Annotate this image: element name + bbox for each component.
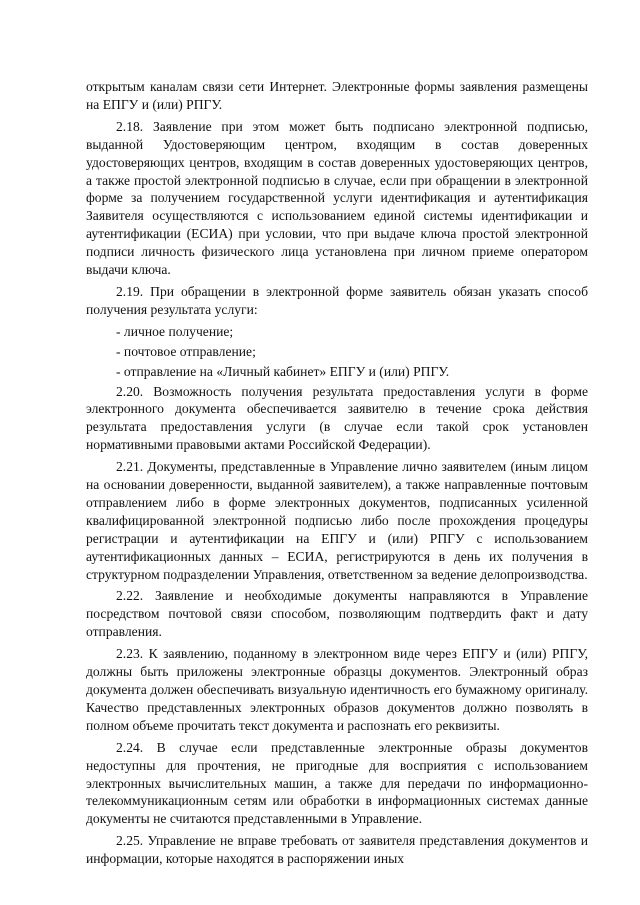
paragraph-intro: открытым каналам связи сети Интернет. Электронные формы заявления размещены на ЕПГУ и (или) РПГУ. bbox=[86, 79, 588, 112]
list-item-personal: - личное получение; bbox=[116, 323, 234, 339]
paragraph-2-24: 2.24. В случае если представленные электронные образы документов недоступны для прочтения, не пригодные для восприятия с использованием электронных вычислительных машин, а также для передачи по информационно-телекоммуникационным сетям или обработки в информационных системах данные документы не считаются представленными в Управление. bbox=[86, 739, 588, 827]
list-item-postal: - почтовое отправление; bbox=[116, 343, 256, 359]
paragraph-2-23: 2.23. К заявлению, поданному в электронном виде через ЕПГУ и (или) РПГУ, должны быть приложены электронные образцы документов. Электронный образ документа должен обеспечивать визуальную идентичность его бумажному оригиналу. Качество представленных электронных образов документов должно позволять в полном объеме прочитать текст документа и распознать его реквизиты. bbox=[86, 646, 588, 733]
paragraph-2-22: 2.22. Заявление и необходимые документы направляются в Управление посредством почтовой связи способом, позволяющим подтвердить факт и дату отправления. bbox=[86, 588, 588, 640]
paragraph-2-25: 2.25. Управление не вправе требовать от заявителя представления документов и информации, которые находятся в распоряжении иных bbox=[86, 833, 588, 867]
paragraph-2-21: 2.21. Документы, представленные в Управление лично заявителем (иным лицом на основании доверенности, выданной заявителем), а также направленные почтовым отправлением либо в форме электронных документов, подписанных усиленной квалифицированной электронной подписью либо после прохождения процедуры регистрации и аутентификации на ЕПГУ и (или) РПГУ с использованием аутентификационных данных – ЕСИА, регистрируются в день их получения в структурном подразделении Управления, ответственном за ведение делопроизводства. bbox=[86, 459, 588, 582]
list-item-cabinet: - отправление на «Личный кабинет» ЕПГУ и (или) РПГУ. bbox=[116, 363, 450, 379]
paragraph-2-20: 2.20. Возможность получения результата предоставления услуги в форме электронного документа обеспечивается заявителю в течение срока действия результата предоставления услуги (в случае если такой срок установлен нормативными правовыми актами Российской Федерации). bbox=[86, 383, 588, 453]
document-body bbox=[86, 78, 588, 872]
paragraph-2-18: 2.18. Заявление при этом может быть подписано электронной подписью, выданной Удостоверяющим центром, входящим в состав доверенных удостоверяющих центров, входящим в состав доверенных удостоверяющих центров, а также простой электронной подписью в случае, если при обращении в электронной форме за получением государственной услуги идентификация и аутентификация Заявителя осуществляются с использованием единой системы идентификации и аутентификации (ЕСИА) при условии, что при выдаче ключа простой электронной подписи личность физического лица установлена при личном приеме оператором выдачи ключа. bbox=[86, 118, 588, 278]
paragraph-2-19: 2.19. При обращении в электронной форме заявитель обязан указать способ получения результата услуги: bbox=[86, 283, 588, 317]
